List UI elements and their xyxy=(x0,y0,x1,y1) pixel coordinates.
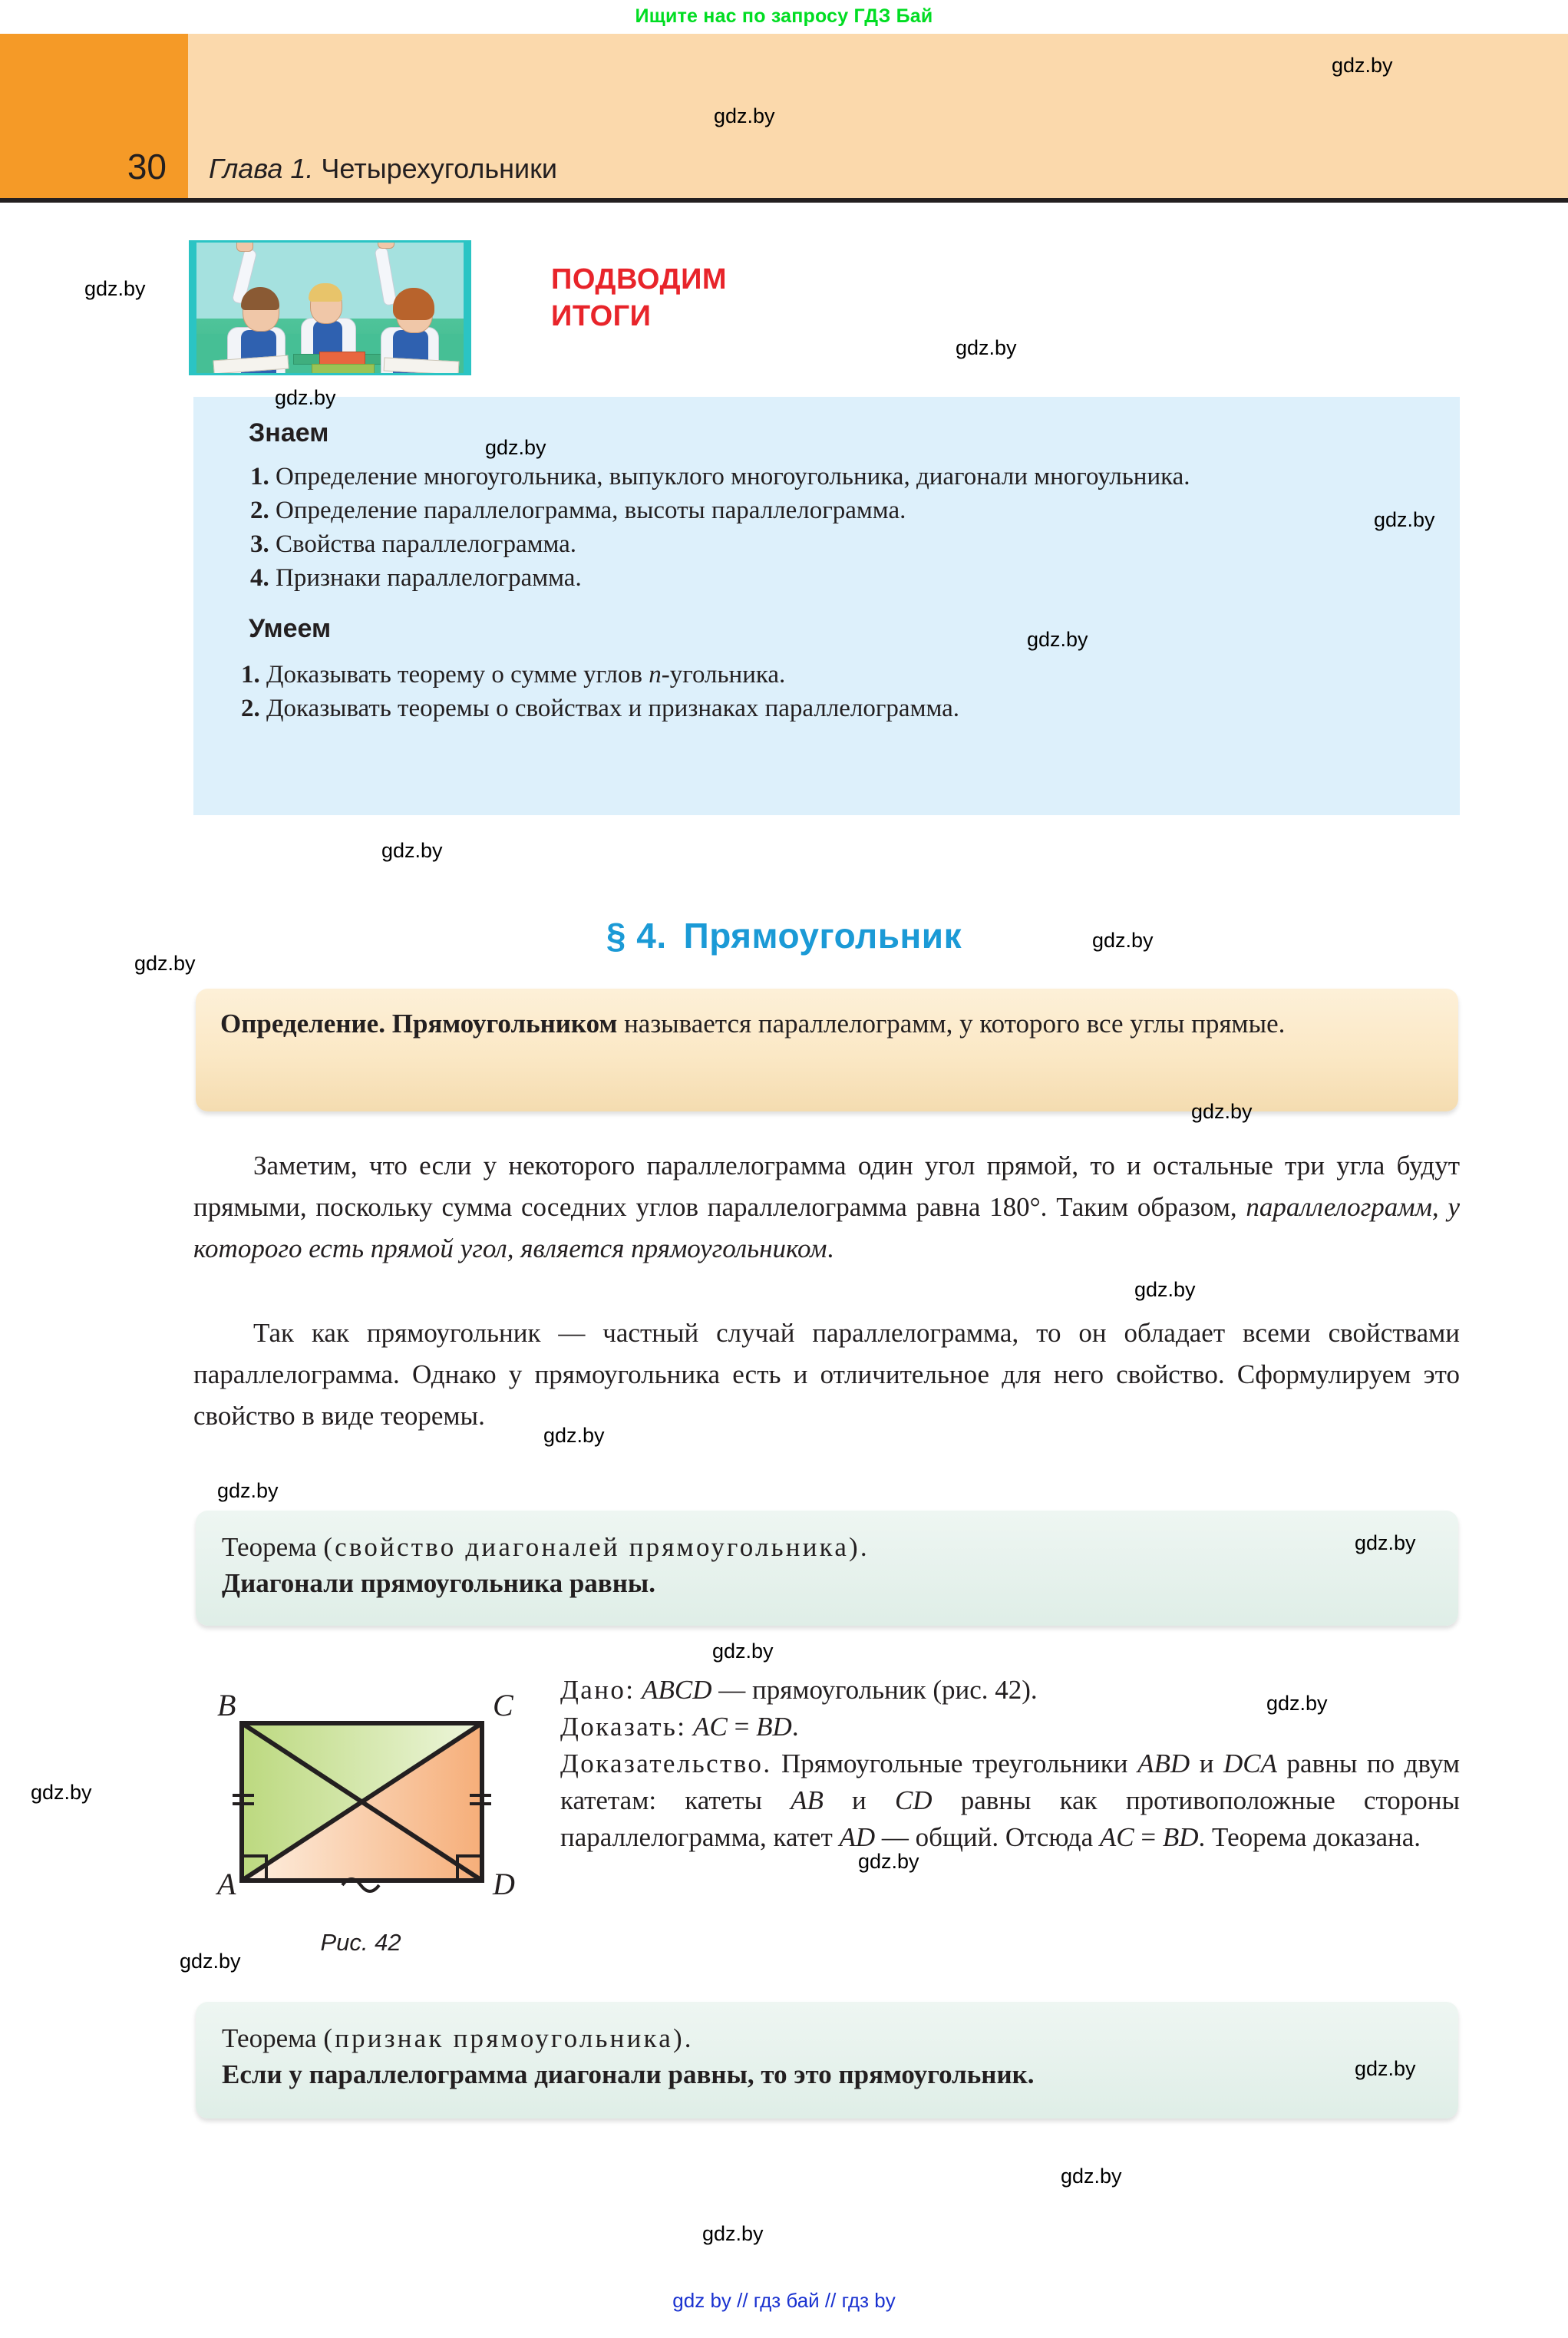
watermark: gdz.by xyxy=(1266,1692,1328,1715)
page-title xyxy=(0,915,1568,956)
body-paragraph-2: Так как прямоугольник — частный случай параллелограмма, то он обладает всеми свойствами параллелограмма. Однако у прямоугольника есть и отличительное для него свойство. Сформулируем это свойство в виде теоремы. xyxy=(193,1318,1460,1431)
prove-dot: . xyxy=(791,1712,799,1742)
summary-heading-line2: ИТОГИ xyxy=(551,300,652,332)
given-rest: — прямоугольник (рис. 42). xyxy=(711,1675,1038,1705)
promo-banner-text: Ищите нас по запросу ГДЗ Бай xyxy=(635,5,933,27)
proof-t6: — общий. Отсюда xyxy=(875,1822,1100,1852)
prove-eq: = xyxy=(727,1712,757,1742)
proof-t4: и xyxy=(823,1785,895,1815)
watermark: gdz.by xyxy=(714,104,775,127)
theorem2-title xyxy=(222,2020,1435,2056)
definition-body: называется параллелограмм, у которого все углы прямые. xyxy=(617,1009,1286,1039)
proof-prove xyxy=(560,1709,1460,1745)
classroom-illustration xyxy=(189,240,471,375)
summary-can-list xyxy=(241,658,1438,725)
watermark: gdz.by xyxy=(956,336,1017,359)
summary-know-title: Знаем xyxy=(249,418,329,447)
definition-box xyxy=(196,989,1458,1111)
summary-box xyxy=(193,397,1460,815)
section-number: § 4. xyxy=(606,916,667,956)
par1-part-a: Заметим, что если у некоторого параллелограмма один угол прямой, то и остальные три угла будут прямыми, поскольку сумма соседних углов параллелограмма равна 180°. Таким образом, xyxy=(193,1151,1460,1222)
summary-heading xyxy=(551,261,727,335)
theorem1-title xyxy=(222,1529,1435,1565)
pupil-right-hand xyxy=(378,243,394,249)
given-figure: ABCD xyxy=(642,1675,712,1705)
theorem2-lead: Теорема xyxy=(222,2023,324,2053)
theorem-sign-box xyxy=(196,2002,1458,2118)
tri-dca: DCA xyxy=(1223,1749,1277,1778)
summary-know-list xyxy=(218,460,1423,595)
definition-text xyxy=(220,1006,1435,1042)
item-number: 2. xyxy=(241,695,260,722)
watermark: gdz.by xyxy=(1355,2057,1416,2080)
tri-abd: ABD xyxy=(1137,1749,1190,1778)
prove-label: Доказать: xyxy=(560,1712,687,1742)
rectangle-diagram xyxy=(192,1689,530,1919)
definition-label: Определение. xyxy=(220,1009,385,1039)
footer-text: gdz by // гдз бай // гдз by xyxy=(672,2289,896,2312)
watermark: gdz.by xyxy=(1332,54,1393,77)
page-number-block xyxy=(0,34,188,198)
chapter-label: Глава 1. xyxy=(209,153,314,184)
list-item xyxy=(218,460,1423,494)
definition-term: Прямоугольником xyxy=(391,1009,618,1039)
item-number: 4. xyxy=(250,564,269,592)
list-item xyxy=(218,561,1423,595)
page-footer xyxy=(0,2289,1568,2313)
pupil-left-hand xyxy=(236,243,253,252)
item-text: Доказывать теорему о сумме углов xyxy=(266,661,649,689)
theorem1-lead: Теорема xyxy=(222,1532,324,1562)
watermark: gdz.by xyxy=(180,1950,241,1973)
item-number: 1. xyxy=(250,463,269,490)
chapter-title: Четырехугольники xyxy=(321,153,558,184)
item-text: Определение параллелограмма, высоты параллелограмма. xyxy=(276,497,906,524)
proof-given xyxy=(560,1672,1460,1709)
promo-banner xyxy=(0,0,1568,32)
watermark: gdz.by xyxy=(858,1850,919,1873)
proof-body xyxy=(560,1745,1460,1856)
theorem-property-box xyxy=(196,1511,1458,1626)
theorem1-statement: Диагонали прямоугольника равны. xyxy=(222,1568,655,1598)
item-variable: n xyxy=(649,661,662,689)
watermark: gdz.by xyxy=(1374,508,1435,531)
vertex-label-a: A xyxy=(217,1867,236,1901)
summary-heading-line1: ПОДВОДИМ xyxy=(551,263,728,296)
prove-bd: BD xyxy=(756,1712,792,1742)
watermark: gdz.by xyxy=(381,839,443,862)
leg-cd: CD xyxy=(894,1785,933,1815)
item-text: Определение многоугольника, выпуклого многоугольника, диагонали многоульника. xyxy=(276,463,1190,490)
item-number: 2. xyxy=(250,497,269,524)
proof-column xyxy=(560,1672,1460,1856)
leg-ab: AB xyxy=(791,1785,824,1815)
watermark: gdz.by xyxy=(1092,929,1154,952)
vertex-label-c: C xyxy=(493,1689,513,1722)
watermark: gdz.by xyxy=(31,1781,92,1804)
watermark: gdz.by xyxy=(543,1424,605,1447)
watermark: gdz.by xyxy=(275,386,336,409)
theorem2-statement: Если у параллелограмма диагонали равны, то это прямоугольник. xyxy=(222,2059,1035,2089)
theorem2-kind: (признак прямоугольника). xyxy=(323,2023,694,2053)
figure-42 xyxy=(192,1689,530,1957)
item-number: 1. xyxy=(241,661,260,689)
watermark: gdz.by xyxy=(1027,628,1088,651)
item-text: Свойства параллелограмма. xyxy=(276,530,577,558)
item-text-tail: -угольника. xyxy=(661,661,786,689)
list-item xyxy=(241,658,1438,692)
body-paragraph-1 xyxy=(193,1145,1460,1270)
proof-label: Доказательство. xyxy=(560,1749,772,1778)
vertex-label-b: B xyxy=(217,1689,236,1722)
seg-bd: BD xyxy=(1162,1822,1199,1852)
pupil-right-hair xyxy=(393,288,434,320)
watermark: gdz.by xyxy=(217,1479,279,1502)
list-item xyxy=(241,692,1438,725)
theorem1-kind: (свойство диагоналей прямоугольника). xyxy=(323,1532,870,1562)
summary-can-title: Умеем xyxy=(249,614,332,643)
watermark: gdz.by xyxy=(712,1640,774,1663)
chapter-breadcrumb xyxy=(209,153,557,185)
proof-t8: . Теорема доказана. xyxy=(1198,1822,1421,1852)
watermark: gdz.by xyxy=(485,436,546,459)
proof-t7: = xyxy=(1134,1822,1163,1852)
watermark: gdz.by xyxy=(1191,1100,1253,1123)
proof-t3: равны по двум катетам: катеты xyxy=(560,1749,1461,1815)
leg-ad: AD xyxy=(839,1822,876,1852)
given-label: Дано: xyxy=(560,1675,635,1705)
item-text: Доказывать теоремы о свойствах и признаках параллелограмма. xyxy=(266,695,960,722)
list-item xyxy=(218,494,1423,527)
par1-part-b: . xyxy=(827,1233,834,1263)
item-number: 3. xyxy=(250,530,269,558)
seg-ac: AC xyxy=(1099,1822,1134,1852)
section-title: Прямоугольник xyxy=(683,916,962,956)
page-number: 30 xyxy=(127,147,167,187)
watermark: gdz.by xyxy=(1355,1531,1416,1554)
book-stack-green xyxy=(312,364,375,373)
item-text: Признаки параллелограмма. xyxy=(276,564,582,592)
watermark: gdz.by xyxy=(134,952,196,975)
figure-caption: Рис. 42 xyxy=(320,1929,401,1956)
watermark: gdz.by xyxy=(1134,1278,1196,1301)
illustration-canvas xyxy=(196,243,464,373)
prove-ac: AC xyxy=(693,1712,728,1742)
vertex-label-d: D xyxy=(493,1867,515,1901)
par1-italic: параллелограмм, у которого есть прямой угол, является прямоугольником xyxy=(193,1192,1460,1263)
list-item xyxy=(218,527,1423,561)
running-head xyxy=(0,34,1568,203)
proof-t5: равны как противоположные стороны параллелограмма, катет xyxy=(560,1785,1461,1852)
watermark: gdz.by xyxy=(702,2222,764,2245)
proof-t1: Прямоугольные треугольники xyxy=(771,1749,1138,1778)
proof-t2: и xyxy=(1190,1749,1223,1778)
watermark: gdz.by xyxy=(84,277,146,300)
watermark: gdz.by xyxy=(1061,2165,1122,2188)
